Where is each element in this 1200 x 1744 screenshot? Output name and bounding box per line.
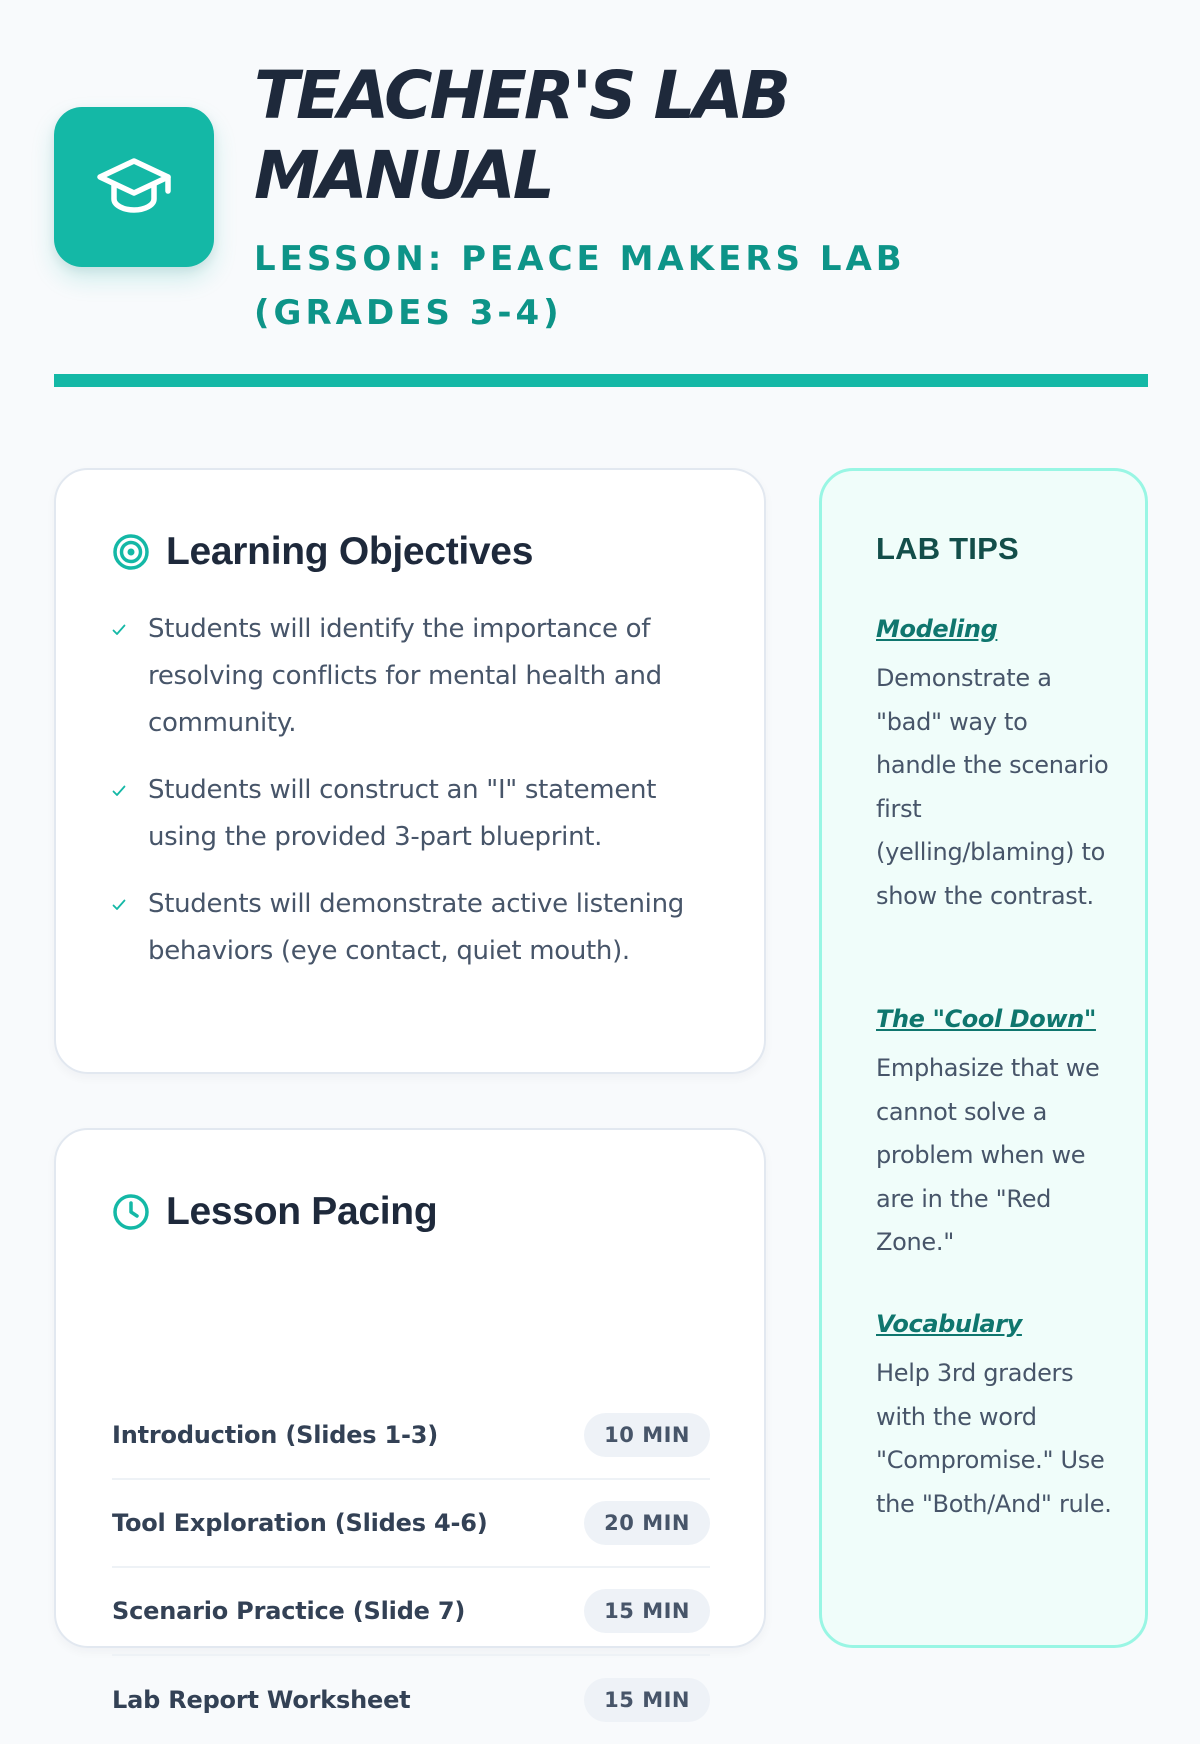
tip-title: Modeling xyxy=(876,615,998,643)
logo-tile xyxy=(54,107,214,267)
pacing-heading: Lesson Pacing xyxy=(166,1190,438,1233)
objective-item xyxy=(112,767,712,861)
pacing-row xyxy=(112,1392,710,1480)
tip-cool-down xyxy=(876,1005,1112,1265)
tip-body: Emphasize that we cannot solve a problem when we are in the "Red Zone." xyxy=(876,1054,1100,1256)
page-title: TEACHER'S LAB MANUAL xyxy=(254,57,788,214)
duration-badge: 20 MIN xyxy=(584,1501,710,1545)
lesson-pacing-card xyxy=(54,1128,766,1714)
title-block xyxy=(254,56,1014,340)
graduation-cap-icon xyxy=(96,155,172,219)
clock-icon xyxy=(112,1193,150,1231)
pacing-label: Scenario Practice (Slide 7) xyxy=(112,1597,466,1625)
objectives-header xyxy=(112,530,533,574)
pacing-row xyxy=(112,1568,710,1656)
tip-body: Help 3rd graders with the word "Compromise." Use the "Both/And" rule. xyxy=(876,1359,1112,1518)
pacing-label: Tool Exploration (Slides 4-6) xyxy=(112,1509,488,1537)
lab-tips-heading: LAB TIPS xyxy=(876,531,1019,566)
objective-item xyxy=(112,606,712,747)
tip-title: Vocabulary xyxy=(876,1310,1022,1338)
header-divider xyxy=(54,374,1148,387)
check-icon xyxy=(112,624,128,636)
pacing-label: Introduction (Slides 1-3) xyxy=(112,1421,439,1449)
learning-objectives-card xyxy=(54,468,766,1074)
tip-modeling xyxy=(876,615,1112,918)
objectives-heading: Learning Objectives xyxy=(166,530,534,573)
tip-body: Demonstrate a "bad" way to handle the scenario first (yelling/blaming) to show the contrast. xyxy=(876,664,1109,910)
check-icon xyxy=(112,899,128,911)
target-icon xyxy=(112,533,150,571)
duration-badge: 15 MIN xyxy=(584,1678,710,1722)
pacing-header xyxy=(112,1190,437,1234)
pacing-label: Lab Report Worksheet xyxy=(112,1686,411,1714)
pacing-list xyxy=(112,1392,710,1744)
tip-title: The "Cool Down" xyxy=(876,1005,1096,1033)
objective-item xyxy=(112,881,712,975)
duration-badge: 10 MIN xyxy=(584,1413,710,1457)
objectives-list xyxy=(112,606,712,995)
lab-tips-panel xyxy=(819,468,1148,1648)
objective-text: Students will construct an "I" statement using the provided 3-part blueprint. xyxy=(148,775,657,852)
pacing-row xyxy=(112,1656,710,1744)
tip-vocabulary xyxy=(876,1310,1112,1526)
lesson-subtitle: LESSON: PEACE MAKERS LAB (GRADES 3-4) xyxy=(254,239,906,333)
objective-text: Students will identify the importance of resolving conflicts for mental health and community. xyxy=(148,614,662,738)
check-icon xyxy=(112,785,128,797)
objective-text: Students will demonstrate active listening behaviors (eye contact, quiet mouth). xyxy=(148,889,684,966)
duration-badge: 15 MIN xyxy=(584,1589,710,1633)
pacing-row xyxy=(112,1480,710,1568)
